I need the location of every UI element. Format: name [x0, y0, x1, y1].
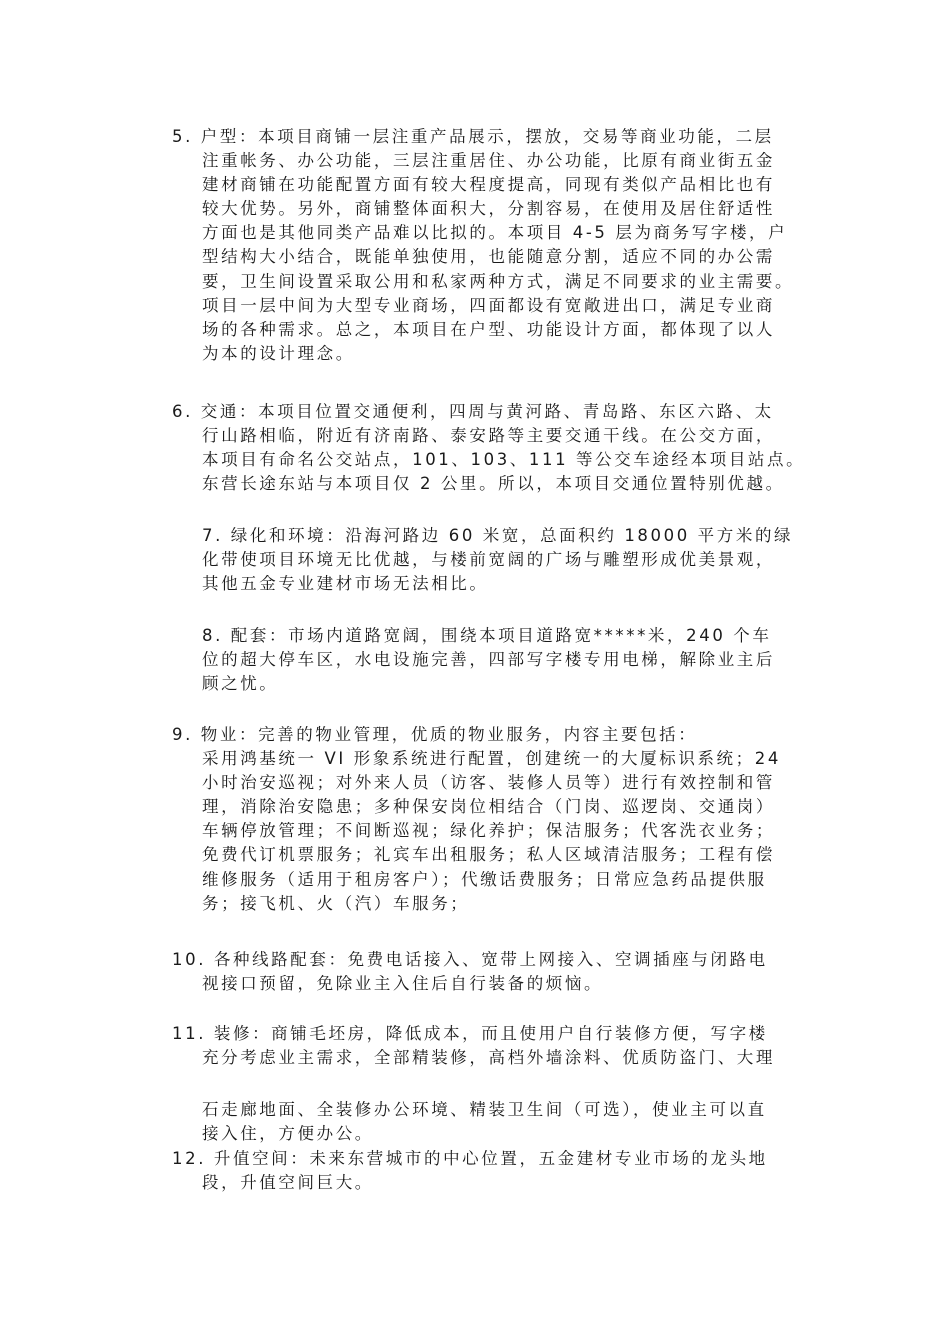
section-10-wiring — [172, 948, 862, 996]
paragraph-line: 10. 各种线路配套：免费电话接入、宽带上网接入、空调插座与闭路电 — [172, 950, 768, 969]
paragraph-line: 采用鸿基统一 VI 形象系统进行配置，创建统一的大厦标识系统；24 — [202, 749, 781, 769]
section-12-appreciation — [172, 1147, 862, 1195]
section-11-decoration-continued — [172, 1098, 862, 1146]
paragraph-line: 要，卫生间设置采取公用和私家两种方式，满足不同要求的业主需要。 — [202, 271, 795, 291]
paragraph-line: 注重帐务、办公功能，三层注重居住、办公功能，比原有商业街五金 — [202, 151, 775, 171]
paragraph-line: 充分考虑业主需求，全部精装修，高档外墙涂料、优质防盗门、大理 — [202, 1048, 775, 1068]
paragraph-line: 建材商铺在功能配置方面有较大程度提高，同现有类似产品相比也有 — [202, 175, 775, 195]
paragraph-line: 维修服务（适用于租房客户）；代缴话费服务；日常应急药品提供服 — [202, 869, 767, 889]
paragraph-line: 接入住，方便办公。 — [202, 1124, 374, 1144]
paragraph-line: 9. 物业：完善的物业管理，优质的物业服务，内容主要包括： — [172, 725, 698, 744]
paragraph-line: 石走廊地面、全装修办公环境、精装卫生间（可选），使业主可以直 — [202, 1100, 767, 1119]
paragraph-line: 段，升值空间巨大。 — [202, 1173, 374, 1193]
paragraph-line: 8. 配套：市场内道路宽阔，围绕本项目道路宽*****米，240 个车 — [202, 626, 772, 645]
paragraph-line: 顾之忧。 — [202, 674, 279, 694]
paragraph-line: 12. 升值空间：未来东营城市的中心位置，五金建材专业市场的龙头地 — [172, 1149, 768, 1168]
paragraph-line: 场的各种需求。总之，本项目在户型、功能设计方面，都体现了以人 — [202, 319, 775, 339]
paragraph-line: 方面也是其他同类产品难以比拟的。本项目 4-5 层为商务写字楼，户 — [202, 223, 788, 243]
paragraph-line: 视接口预留，免除业主入住后自行装备的烦恼。 — [202, 974, 604, 994]
paragraph-line: 型结构大小结合，既能单独使用，也能随意分割，适应不同的办公需 — [202, 247, 775, 267]
section-6-traffic — [172, 400, 862, 496]
section-9-property-management — [172, 723, 862, 916]
paragraph-line: 务；接飞机、火（汽）车服务； — [202, 893, 470, 913]
section-11-decoration — [172, 1022, 862, 1070]
paragraph-line: 项目一层中间为大型专业商场，四面都设有宽敞进出口，满足专业商 — [202, 295, 775, 315]
section-8-facilities — [172, 624, 862, 696]
section-5-unit-type — [172, 125, 862, 366]
paragraph-line: 5. 户型：本项目商铺一层注重产品展示，摆放，交易等商业功能，二层 — [172, 127, 774, 146]
paragraph-line: 较大优势。另外，商铺整体面积大，分割容易，在使用及居住舒适性 — [202, 199, 775, 219]
paragraph-line: 7. 绿化和环境：沿海河路边 60 米宽，总面积约 18000 平方米的绿 — [202, 526, 794, 545]
paragraph-line: 东营长途东站与本项目仅 2 公里。所以，本项目交通位置特别优越。 — [202, 474, 785, 494]
paragraph-line: 11. 装修：商铺毛坯房，降低成本，而且使用户自行装修方便，写字楼 — [172, 1024, 768, 1043]
paragraph-line: 化带使项目环境无比优越，与楼前宽阔的广场与雕塑形成优美景观， — [202, 550, 775, 570]
paragraph-line: 其他五金专业建材市场无法相比。 — [202, 574, 489, 594]
paragraph-line: 车辆停放管理；不间断巡视；绿化养护；保洁服务；代客洗衣业务； — [202, 821, 775, 841]
paragraph-line: 行山路相临，附近有济南路、泰安路等主要交通干线。在公交方面， — [202, 426, 775, 446]
paragraph-line: 小时治安巡视；对外来人员（访客、装修人员等）进行有效控制和管 — [202, 773, 775, 793]
paragraph-line: 为本的设计理念。 — [202, 343, 355, 363]
section-7-greening — [172, 524, 862, 596]
paragraph-line: 理，消除治安隐患；多种保安岗位相结合（门岗、巡逻岗、交通岗） — [202, 797, 775, 817]
paragraph-line: 本项目有命名公交站点，101、103、111 等公交车途经本项目站点。 — [202, 450, 806, 470]
paragraph-line: 免费代订机票服务；礼宾车出租服务；私人区域清洁服务；工程有偿 — [202, 845, 775, 865]
paragraph-line: 6. 交通：本项目位置交通便利，四周与黄河路、青岛路、东区六路、太 — [172, 402, 774, 421]
paragraph-line: 位的超大停车区，水电设施完善，四部写字楼专用电梯，解除业主后 — [202, 650, 775, 670]
